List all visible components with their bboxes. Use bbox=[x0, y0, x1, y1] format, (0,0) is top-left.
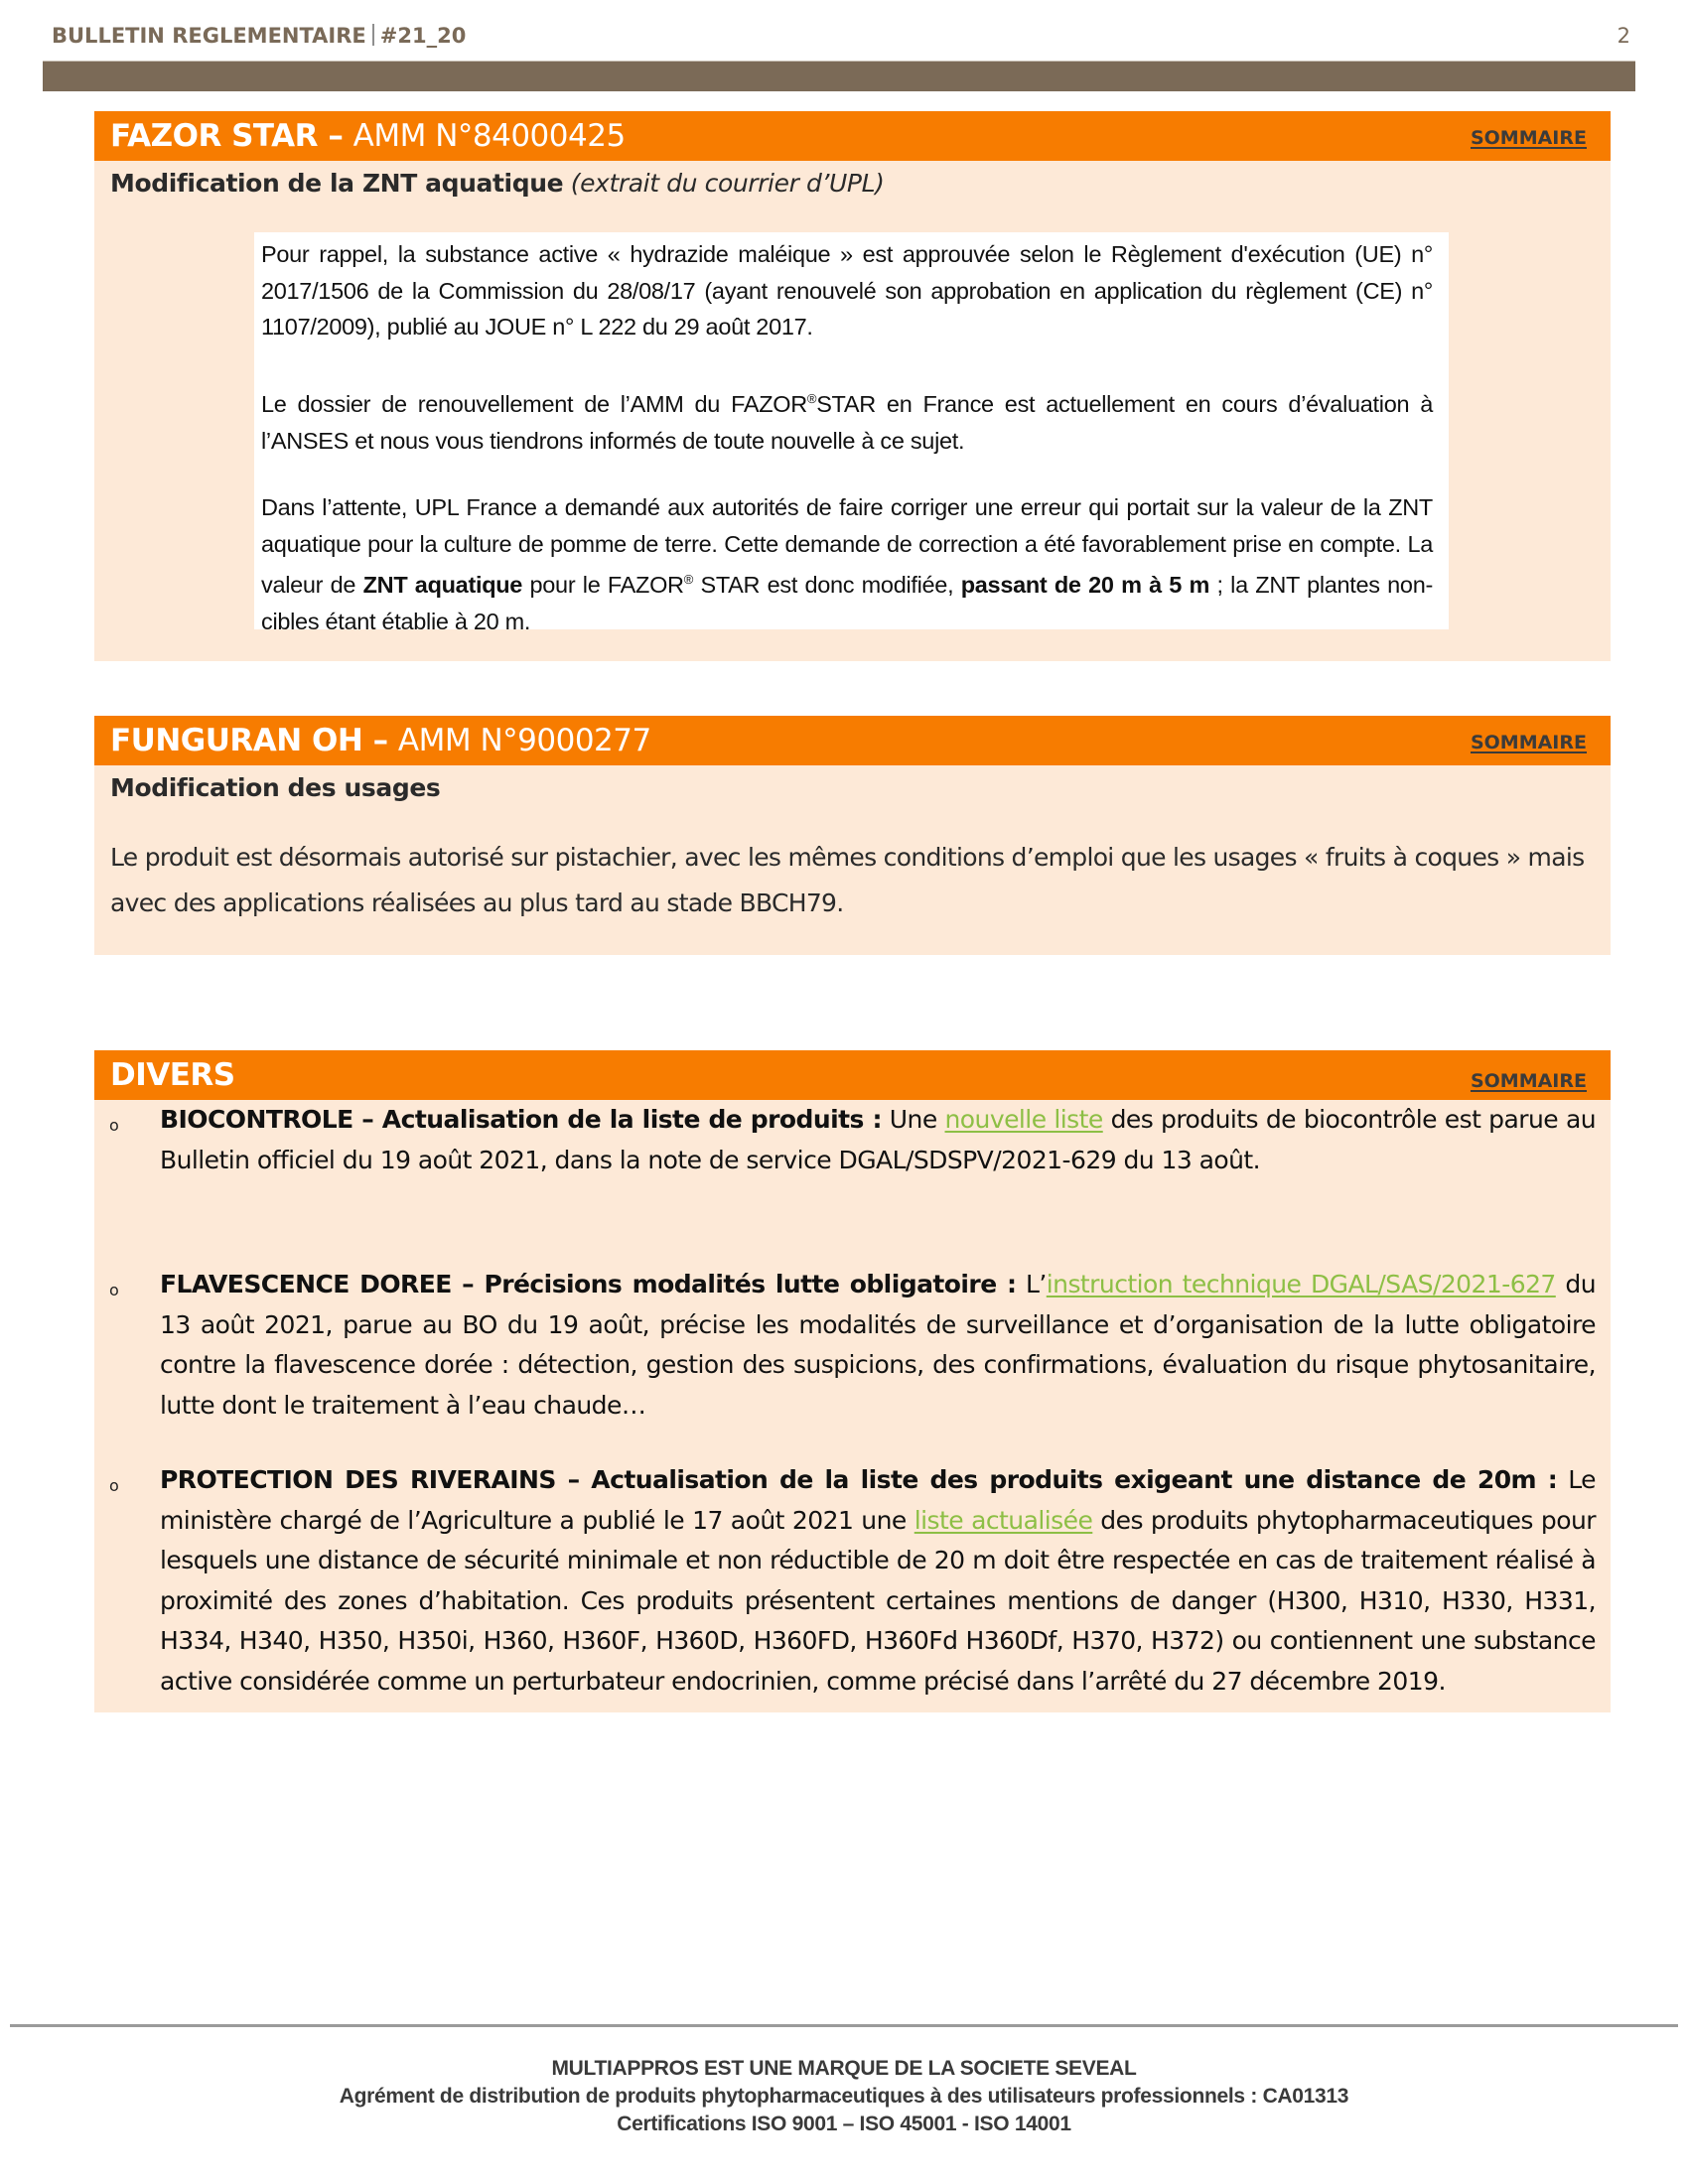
list-item-text bbox=[160, 1100, 1596, 1180]
section-subtitle bbox=[110, 773, 440, 802]
list-item-text bbox=[160, 1265, 1596, 1426]
quote-text: Dans l’attente, UPL France a demandé aux autorités de faire corriger une erreur qui portait sur la valeur de la ZNT aquatique pour la culture de pomme de terre. Cette demande de correction a été favorablement prise en compte. La valeur de bbox=[261, 494, 1433, 598]
quote-bold: ZNT aquatique bbox=[362, 572, 523, 598]
title-dash: – bbox=[318, 118, 353, 154]
item-text: du 13 août 2021, parue au BO du 19 août, précise les modalités de surveillance et d’organisation de la lutte obligatoire contre la flavescence dorée : détection, gestion des suspicions, des confirmations, évaluation du risque phytosanitaire, lutte dont le traitement à l’eau chaude… bbox=[160, 1270, 1596, 1420]
subtitle-italic: (extrait du courrier d’UPL) bbox=[570, 169, 885, 198]
liste-actualisee-link[interactable]: liste actualisée bbox=[914, 1505, 1093, 1535]
quote-text: STAR est donc modifiée, bbox=[693, 572, 961, 598]
section-header bbox=[94, 716, 1611, 765]
instruction-technique-link[interactable]: instruction technique DGAL/SAS/2021-627 bbox=[1046, 1270, 1556, 1298]
bulletin-issue: #21_20 bbox=[379, 24, 467, 48]
item-text: Le ministère chargé de l’Agriculture a publié le 17 août 2021 une bbox=[160, 1465, 1596, 1535]
section-body: Le produit est désormais autorisé sur pistachier, avec les mêmes conditions d’emploi que les usages « fruits à coques » mais avec des applications réalisées au plus tard au stade BBCH79. bbox=[110, 843, 1585, 917]
sommaire-link[interactable]: SOMMAIRE bbox=[1470, 127, 1587, 149]
product-name: FAZOR STAR bbox=[110, 118, 319, 154]
item-text: des produits de biocontrôle est parue au Bulletin officiel du 19 août 2021, dans la note de service DGAL/SDSPV/2021-629 du 13 août. bbox=[160, 1105, 1597, 1174]
footer-agreement: Agrément de distribution de produits phytopharmaceutiques à des utilisateurs professionnels : CA01313 bbox=[339, 2085, 1349, 2108]
bullet-icon: o bbox=[109, 1476, 119, 1495]
section-divers bbox=[94, 1050, 1611, 1712]
quote-text: STAR en France est actuellement en cours d’évaluation à l’ANSES et nous vous tiendrons informés de toute nouvelle à ce sujet. bbox=[261, 391, 1433, 454]
bulletin-title bbox=[52, 24, 466, 48]
subtitle-bold: Modification de la ZNT aquatique bbox=[110, 169, 564, 198]
section-name: DIVERS bbox=[110, 1057, 235, 1093]
footer-divider bbox=[10, 2024, 1678, 2027]
quote-text: Le dossier de renouvellement de l’AMM du FAZOR bbox=[261, 391, 807, 417]
quote-text: ; la ZNT plantes non-cibles étant établie à 20 m. bbox=[261, 572, 1434, 634]
registered-mark: ® bbox=[683, 572, 694, 587]
header-bar bbox=[43, 61, 1635, 91]
amm-number: AMM N°9000277 bbox=[397, 723, 651, 758]
section-fazor-star bbox=[94, 111, 1611, 661]
sommaire-link[interactable]: SOMMAIRE bbox=[1470, 1070, 1587, 1092]
title-separator bbox=[372, 24, 374, 46]
section-header bbox=[94, 111, 1611, 161]
item-text: des produits phytopharmaceutiques pour lesquels une distance de sécurité minimale et non réductible de 20 m doit être respectée en cas de traitement réalisé à proximité des zones d’habitation. Ces produits présentent certaines mentions de danger (H300, H310, H330, H331, H334, H340, H350, H350i, H360, H360F, H360D, H360FD, H360Fd H360Df, H370, H372) ou contiennent une substance active considérée comme un perturbateur endocrinien, comme précisé dans l’arrêté du 27 décembre 2019. bbox=[160, 1505, 1596, 1696]
footer-certifications: Certifications ISO 9001 – ISO 45001 - ISO 14001 bbox=[617, 2113, 1071, 2135]
item-text: L’ bbox=[1016, 1270, 1047, 1298]
section-title bbox=[110, 722, 651, 759]
section-funguran-oh bbox=[94, 716, 1611, 955]
title-dash: – bbox=[362, 723, 398, 758]
list-item-text bbox=[160, 1460, 1596, 1702]
section-title bbox=[110, 117, 626, 155]
quote-excerpt bbox=[254, 232, 1449, 634]
page-footer bbox=[0, 2055, 1688, 2138]
section-header bbox=[94, 1050, 1611, 1100]
registered-mark: ® bbox=[806, 391, 817, 406]
footer-brand: MULTIAPPROS EST UNE MARQUE DE LA SOCIETE SEVEAL bbox=[551, 2057, 1137, 2080]
quote-paragraph: Pour rappel, la substance active « hydrazide maléique » est approuvée selon le Règlement d'exécution (UE) n° 2017/1506 de la Commission du 28/08/17 (ayant renouvelé son approbation en application du règlement (CE) n° 1107/2009), publié au JOUE n° L 222 du 29 août 2017. bbox=[261, 241, 1433, 340]
item-title: FLAVESCENCE DOREE – Précisions modalités lutte obligatoire : bbox=[160, 1270, 1017, 1298]
quote-bold: passant de 20 m à 5 m bbox=[960, 572, 1210, 598]
quote-text: pour le FAZOR bbox=[522, 572, 684, 598]
quote-paragraph bbox=[261, 489, 1433, 639]
bullet-icon: o bbox=[109, 1116, 119, 1135]
sommaire-link[interactable]: SOMMAIRE bbox=[1470, 732, 1587, 753]
nouvelle-liste-link[interactable]: nouvelle liste bbox=[944, 1105, 1103, 1134]
item-title: BIOCONTROLE – Actualisation de la liste de produits : bbox=[160, 1105, 882, 1134]
page-number: 2 bbox=[1617, 24, 1630, 48]
bullet-icon: o bbox=[109, 1281, 119, 1299]
amm-number: AMM N°84000425 bbox=[352, 118, 626, 154]
quote-paragraph bbox=[261, 381, 1433, 459]
subtitle-bold: Modification des usages bbox=[110, 773, 441, 802]
section-subtitle bbox=[110, 169, 884, 198]
item-title: PROTECTION DES RIVERAINS – Actualisation de la liste des produits exigeant une distance de 20m : bbox=[160, 1465, 1558, 1494]
running-header bbox=[52, 22, 1636, 52]
product-name: FUNGURAN OH bbox=[110, 723, 363, 758]
bulletin-name: BULLETIN REGLEMENTAIRE bbox=[52, 24, 366, 48]
item-text: Une bbox=[881, 1105, 945, 1134]
section-title bbox=[110, 1056, 235, 1094]
